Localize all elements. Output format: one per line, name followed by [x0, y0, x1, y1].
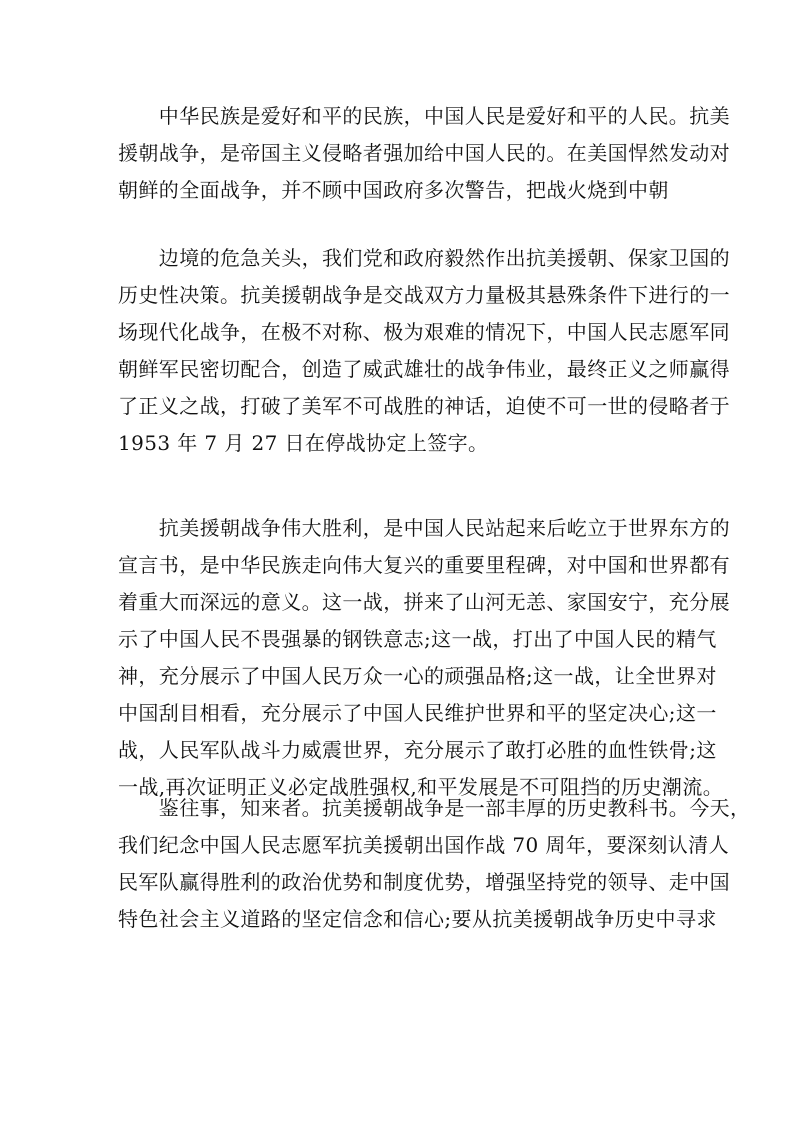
text-line: 援朝战争，是帝国主义侵略者强加给中国人民的。在美国悍然发动对	[118, 141, 730, 165]
text-line: 我们纪念中国人民志愿军抗美援朝出国作战 70 周年，要深刻认清人	[118, 833, 729, 857]
text-line: 朝鲜军民密切配合，创造了威武雄壮的战争伟业，最终正义之师赢得	[118, 357, 730, 381]
text-line: 1953 年 7 月 27 日在停战协定上签字。	[118, 431, 489, 455]
text-line: 朝鲜的全面战争，并不顾中国政府多次警告，把战火烧到中朝	[118, 178, 669, 202]
text-line: 战，人民军队战斗力威震世界，充分展示了敢打必胜的血性铁骨;这	[118, 738, 717, 762]
text-line: 示了中国人民不畏强暴的钢铁意志;这一战，打出了中国人民的精气	[118, 627, 717, 651]
paragraph-1	[118, 98, 730, 209]
text-line: 场现代化战争，在极不对称、极为艰难的情况下，中国人民志愿军同	[118, 320, 730, 344]
text-line: 宣言书，是中华民族走向伟大复兴的重要里程碑，对中国和世界都有	[118, 553, 730, 577]
paragraph-3	[118, 510, 730, 806]
text-line: 神，充分展示了中国人民万众一心的顽强品格;这一战，让全世界对	[118, 664, 717, 688]
text-line: 特色社会主义道路的坚定信念和信心;要从抗美援朝战争历史中寻求	[118, 907, 717, 931]
text-line: 边境的危急关头，我们党和政府毅然作出抗美援朝、保家卫国的	[118, 246, 730, 270]
text-line: 抗美援朝战争伟大胜利，是中国人民站起来后屹立于世界东方的	[118, 516, 730, 540]
text-line: 民军队赢得胜利的政治优势和制度优势，增强坚持党的领导、走中国	[118, 870, 730, 894]
text-line: 一战,再次证明正义必定战胜强权,和平发展是不可阻挡的历史潮流。	[118, 775, 724, 799]
text-line: 鉴往事，知来者。抗美援朝战争是一部丰厚的历史教科书。今天，	[118, 796, 751, 820]
text-line: 中华民族是爱好和平的民族，中国人民是爱好和平的人民。抗美	[118, 104, 730, 128]
text-line: 了正义之战，打破了美军不可战胜的神话，迫使不可一世的侵略者于	[118, 394, 730, 418]
paragraph-2	[118, 240, 730, 462]
text-line: 中国刮目相看，充分展示了中国人民维护世界和平的坚定决心;这一	[118, 701, 717, 725]
text-line: 着重大而深远的意义。这一战，拼来了山河无恙、家国安宁，充分展	[118, 590, 730, 614]
paragraph-4	[118, 790, 751, 938]
text-line: 历史性决策。抗美援朝战争是交战双方力量极其悬殊条件下进行的一	[118, 283, 730, 307]
